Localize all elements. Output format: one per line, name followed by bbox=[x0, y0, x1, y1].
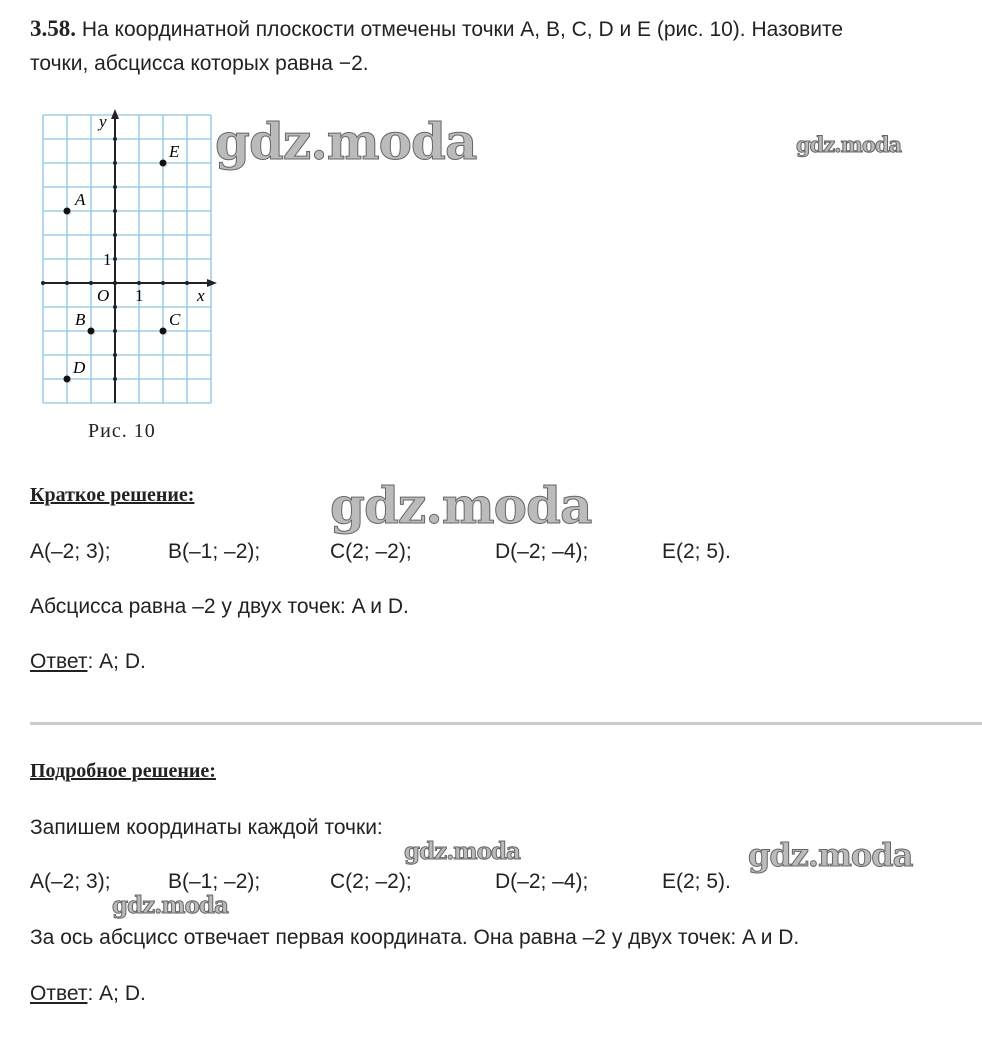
point-label-d: D bbox=[73, 358, 86, 377]
coord-a: A(–2; 3); bbox=[30, 870, 111, 893]
x-axis-arrow bbox=[207, 279, 217, 287]
x-tick bbox=[185, 281, 189, 285]
coord-d: D(–2; –4); bbox=[495, 870, 589, 893]
coord-e: E(2; 5). bbox=[662, 540, 731, 563]
x-tick bbox=[137, 281, 141, 285]
x-tick bbox=[41, 281, 45, 285]
y-tick bbox=[113, 377, 117, 381]
y-tick bbox=[113, 329, 117, 333]
x-tick bbox=[65, 281, 69, 285]
detailed-solution-heading: Подробное решение: bbox=[30, 760, 216, 782]
problem-number: 3.58. bbox=[30, 16, 76, 41]
coord-b: B(–1; –2); bbox=[168, 870, 261, 893]
y-axis-arrow bbox=[111, 109, 119, 119]
y-tick bbox=[113, 185, 117, 189]
watermark: gdz.moda bbox=[404, 838, 520, 865]
y-tick-label: 1 bbox=[103, 250, 112, 269]
short-solution-heading: Краткое решение: bbox=[30, 484, 195, 506]
short-solution-text: Абсцисса равна –2 у двух точек: A и D. bbox=[30, 595, 409, 618]
point-a bbox=[64, 208, 71, 215]
y-tick bbox=[113, 353, 117, 357]
answer-label: Ответ bbox=[30, 982, 88, 1005]
figure-caption: Рис. 10 bbox=[88, 420, 156, 442]
coord-b: B(–1; –2); bbox=[168, 540, 261, 563]
short-answer bbox=[30, 650, 146, 674]
x-tick bbox=[89, 281, 93, 285]
watermark: gdz.moda bbox=[215, 112, 477, 171]
y-tick bbox=[113, 281, 117, 285]
x-tick-label: 1 bbox=[135, 286, 144, 305]
y-tick bbox=[113, 257, 117, 261]
coordinate-plane-figure bbox=[30, 100, 220, 420]
y-axis-label: y bbox=[99, 112, 107, 131]
coord-e: E(2; 5). bbox=[662, 870, 731, 893]
detailed-answer bbox=[30, 982, 146, 1006]
point-label-a: A bbox=[75, 190, 86, 209]
point-label-b: B bbox=[75, 310, 86, 329]
answer-label: Ответ bbox=[30, 650, 88, 673]
detailed-text: За ось абсцисс отвечает первая координата. Она равна –2 у двух точек: A и D. bbox=[30, 926, 800, 949]
y-tick bbox=[113, 209, 117, 213]
answer-value: : A; D. bbox=[87, 982, 146, 1005]
y-tick bbox=[113, 137, 117, 141]
answer-value: : A; D. bbox=[87, 650, 146, 673]
point-e bbox=[160, 160, 167, 167]
origin-label: O bbox=[97, 286, 110, 305]
watermark: gdz.moda bbox=[112, 892, 228, 919]
y-tick bbox=[113, 161, 117, 165]
point-b bbox=[88, 328, 95, 335]
coord-c: C(2; –2); bbox=[330, 870, 412, 893]
divider bbox=[30, 722, 982, 725]
problem-line-1: На координатной плоскости отмечены точки A, B, C, D и E (рис. 10). Назовите bbox=[81, 18, 844, 41]
detailed-intro: Запишем координаты каждой точки: bbox=[30, 816, 383, 839]
y-tick bbox=[113, 233, 117, 237]
coord-d: D(–2; –4); bbox=[495, 540, 589, 563]
watermark: gdz.moda bbox=[796, 132, 902, 157]
x-axis-label: x bbox=[197, 286, 205, 305]
point-d bbox=[64, 376, 71, 383]
point-label-e: E bbox=[169, 142, 180, 161]
problem-statement bbox=[30, 16, 843, 42]
watermark: gdz.moda bbox=[330, 476, 592, 535]
y-tick bbox=[113, 305, 117, 309]
problem-line-2: точки, абсцисса которых равна −2. bbox=[30, 52, 369, 75]
point-c bbox=[160, 328, 167, 335]
x-tick bbox=[161, 281, 165, 285]
coord-a: A(–2; 3); bbox=[30, 540, 111, 563]
coord-c: C(2; –2); bbox=[330, 540, 412, 563]
point-label-c: C bbox=[169, 310, 181, 329]
watermark: gdz.moda bbox=[748, 836, 913, 874]
